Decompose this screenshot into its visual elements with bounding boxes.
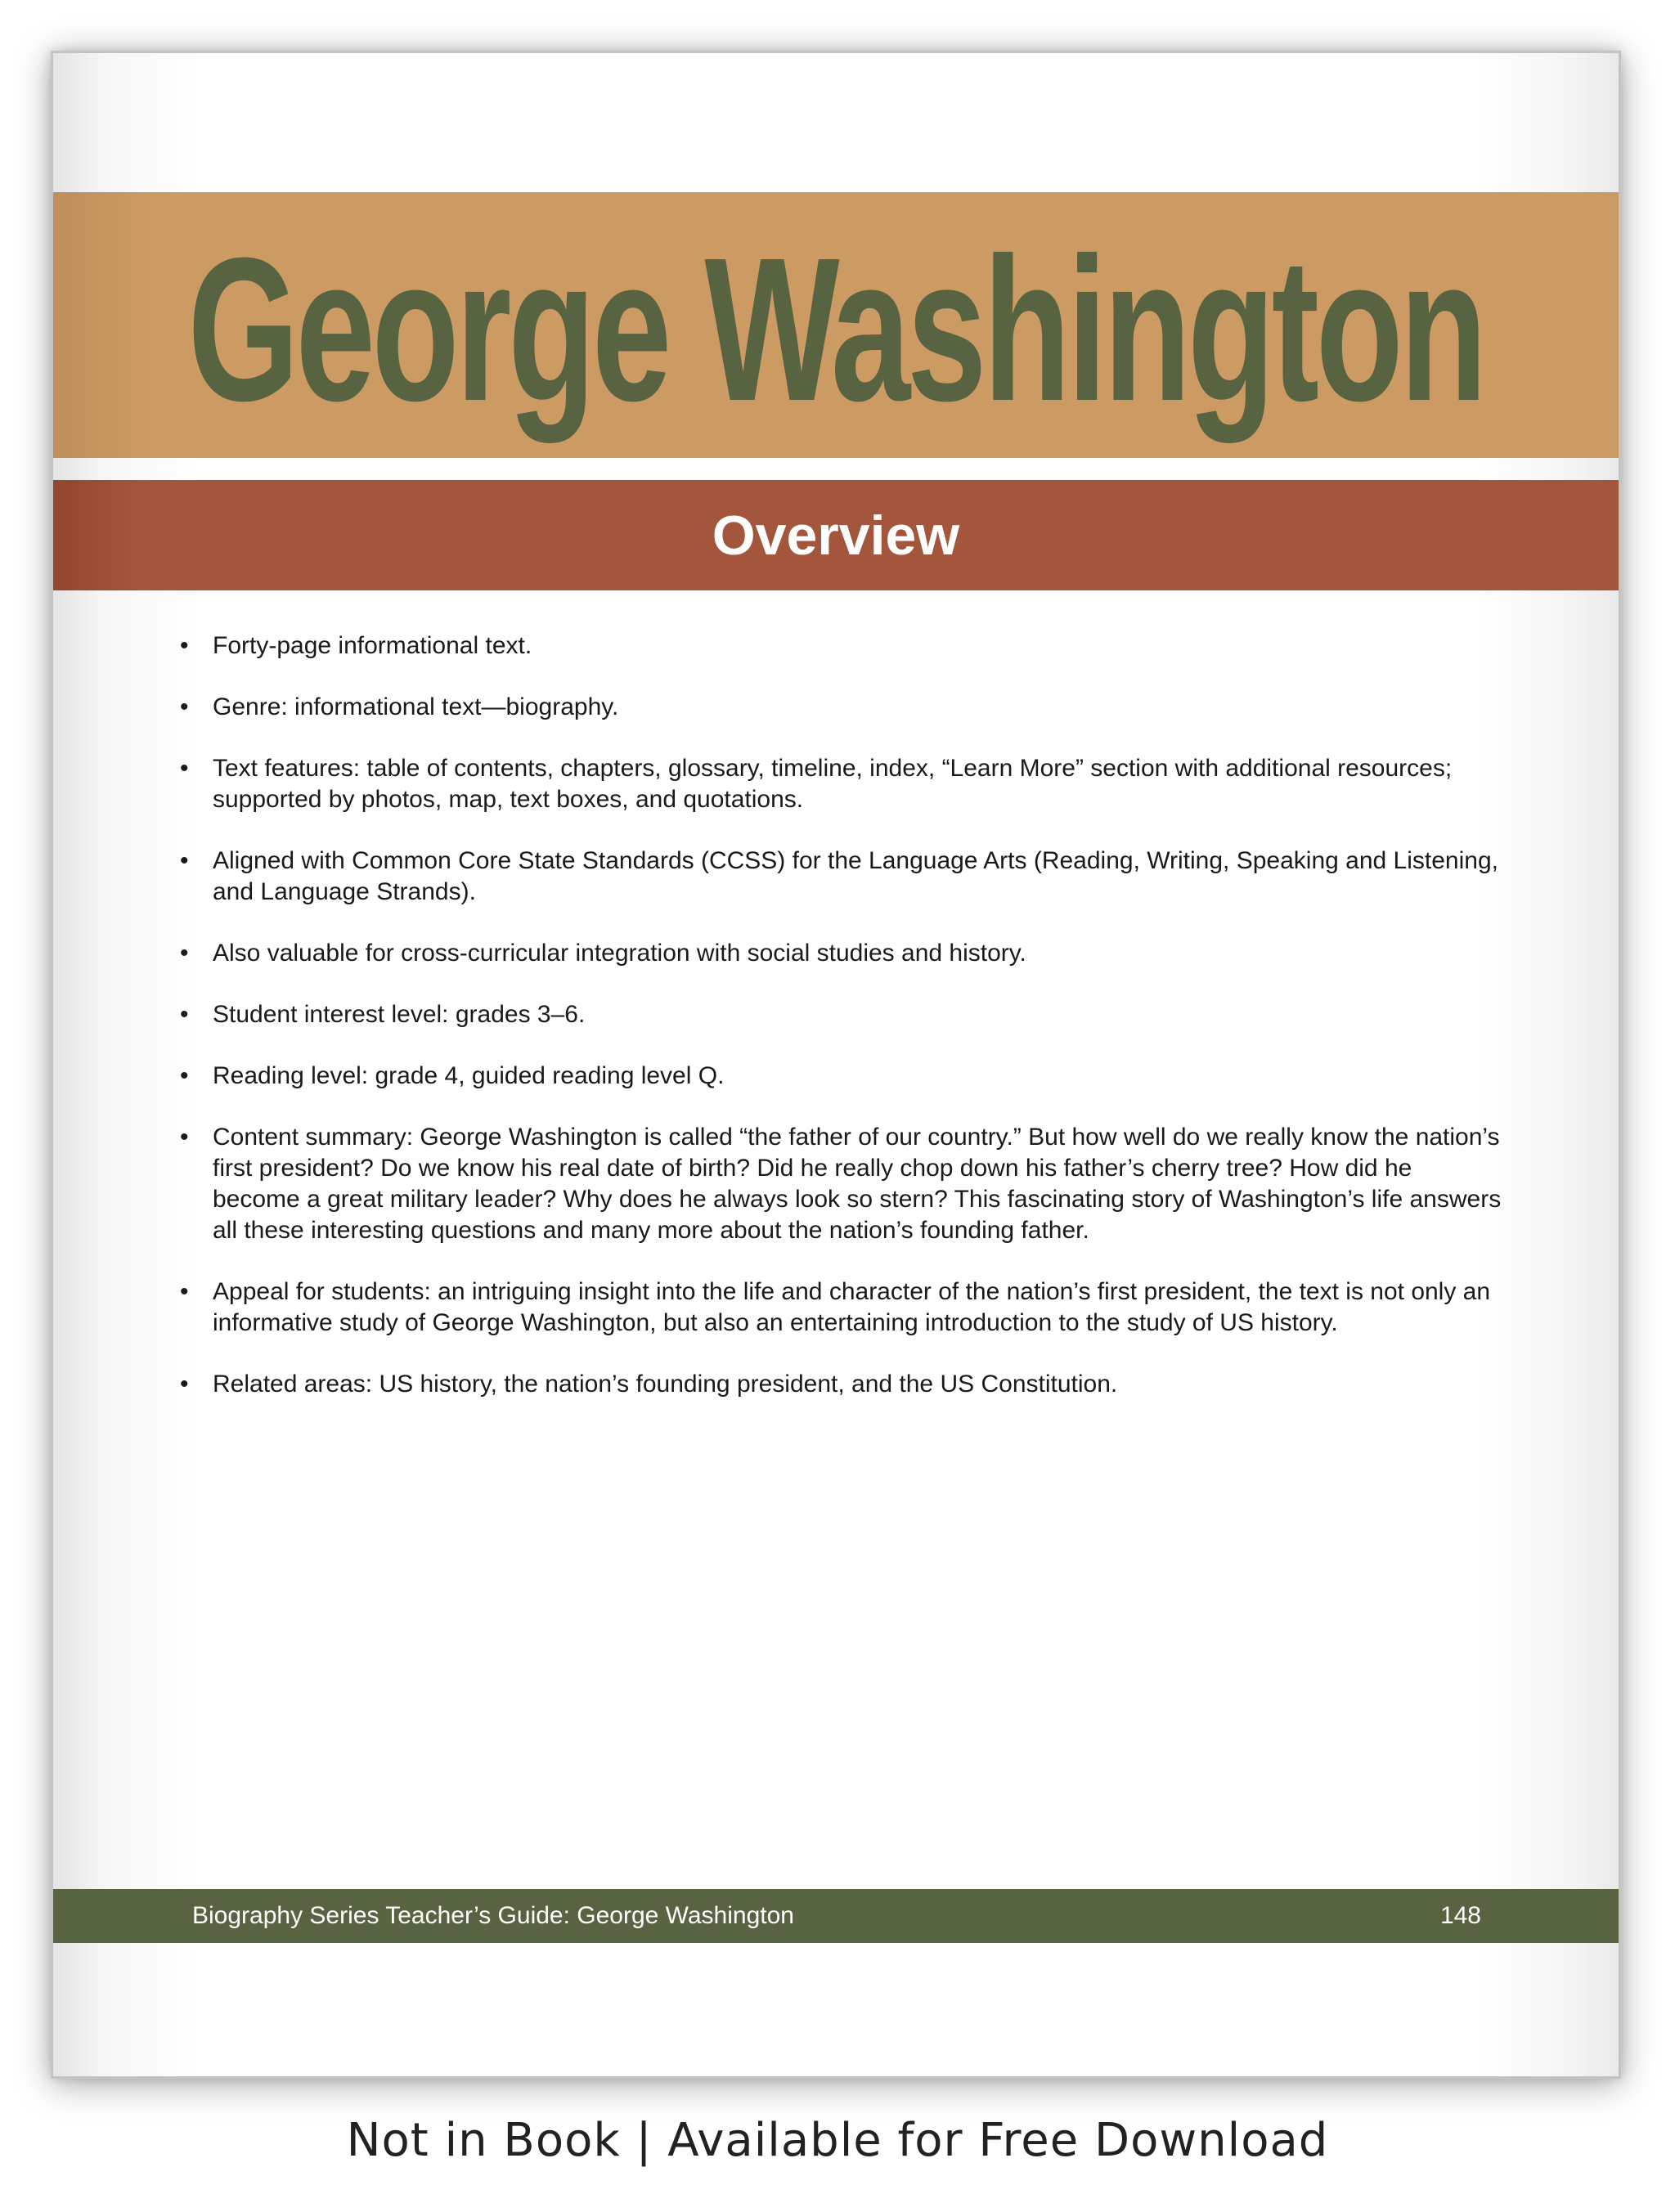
list-item (180, 753, 1505, 815)
list-item-text: Reading level: grade 4, guided reading level Q. (213, 1062, 725, 1089)
page-title: George Washington (187, 214, 1484, 443)
list-item-text: Genre: informational text—biography. (213, 693, 619, 720)
page-number: 148 (1439, 1902, 1481, 1929)
list-item-text: Student interest level: grades 3–6. (213, 1001, 586, 1028)
bullet-list (180, 630, 1505, 1400)
document-page (51, 51, 1621, 2079)
bullet-icon: • (180, 1124, 189, 1151)
bullet-icon: • (180, 1001, 189, 1028)
list-item (180, 938, 1505, 969)
list-item-text: Forty-page informational text. (213, 632, 532, 659)
list-item (180, 1122, 1505, 1246)
download-caption: Not in Book | Available for Free Download (346, 2114, 1329, 2167)
bullet-icon: • (180, 1278, 189, 1305)
bullet-icon: • (180, 1062, 189, 1089)
bullet-icon: • (180, 940, 189, 967)
list-item (180, 1061, 1505, 1092)
list-item-text: Related areas: US history, the nation’s founding president, and the US Constitution. (213, 1371, 1118, 1398)
list-item-text: Also valuable for cross-curricular integration with social studies and history. (213, 940, 1026, 967)
section-header-band (53, 480, 1619, 590)
title-band (53, 192, 1619, 458)
list-item (180, 1369, 1505, 1400)
section-title: Overview (712, 504, 960, 567)
bullet-icon: • (180, 847, 189, 874)
footer-band (53, 1889, 1619, 1943)
bullet-icon: • (180, 693, 189, 720)
bullet-icon: • (180, 1371, 189, 1398)
list-item (180, 692, 1505, 723)
list-item-text: Appeal for students: an intriguing insight into the life and character of the nation’s first president, the text is not only an informative study of George Washington, but also an entertaining introduction to the study of US history. (213, 1278, 1491, 1336)
list-item-text: Aligned with Common Core State Standards (CCSS) for the Language Arts (Reading, Writing, Speaking and Listening, and Language Strands). (213, 847, 1498, 905)
bullet-icon: • (180, 632, 189, 659)
list-item-text: Content summary: George Washington is called “the father of our country.” But how well do we really know the nation’s first president? Do we know his real date of birth? Did he really chop down his father’s cherry tree? How did he become a great military leader? Why does he always look so stern? This fascinating story of Washington’s life answers all these interesting questions and many more about the nation’s founding father. (213, 1124, 1502, 1244)
list-item (180, 846, 1505, 908)
overview-content (180, 630, 1505, 1430)
list-item (180, 999, 1505, 1030)
list-item-text: Text features: table of contents, chapters, glossary, timeline, index, “Learn More” section with additional resources; supported by photos, map, text boxes, and quotations. (213, 755, 1453, 813)
list-item (180, 1276, 1505, 1339)
bullet-icon: • (180, 755, 189, 782)
list-item (180, 630, 1505, 662)
footer-guide-title: Biography Series Teacher’s Guide: George Washington (192, 1902, 794, 1929)
